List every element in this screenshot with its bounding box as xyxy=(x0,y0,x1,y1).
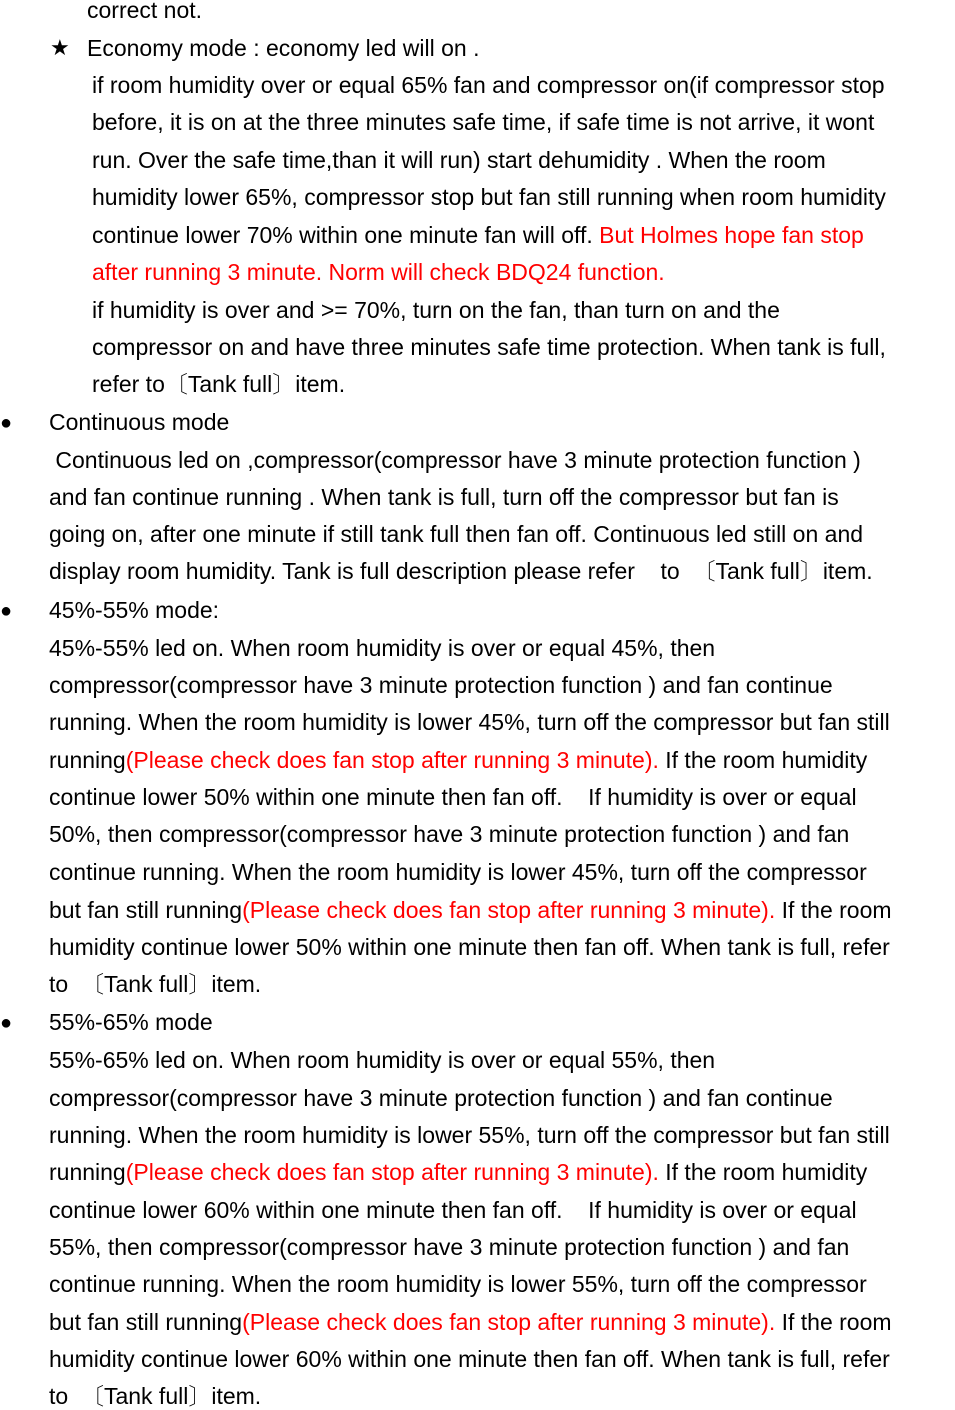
mode55-line: humidity continue lower 60% within one minute then fan off. When tank is full, refer xyxy=(49,1346,890,1372)
highlight-note: (Please check does fan stop after running 3 minute). xyxy=(242,1309,776,1335)
mode45-text: but fan still running xyxy=(49,897,243,923)
mode45-line: 45%-55% led on. When room humidity is over or equal 45%, then xyxy=(49,635,716,661)
mode55-line: 55%, then compressor(compressor have 3 minute protection function ) and fan xyxy=(49,1234,850,1260)
bullet-icon: ● xyxy=(0,1012,13,1034)
continuous-line: and fan continue running . When tank is full, turn off the compressor but fan is xyxy=(49,484,839,510)
mode55-line: 55%-65% led on. When room humidity is over or equal 55%, then xyxy=(49,1047,716,1073)
highlight-note: (Please check does fan stop after running 3 minute). xyxy=(125,1159,659,1185)
mode45-text: If the room xyxy=(775,897,892,923)
mode45-line: 50%, then compressor(compressor have 3 minute protection function ) and fan xyxy=(49,821,850,847)
mode45-line: humidity continue lower 50% within one minute then fan off. When tank is full, refer xyxy=(49,934,890,960)
highlight-note: after running 3 minute. Norm will check BDQ24 function. xyxy=(92,259,665,285)
mode55-heading: 55%-65% mode xyxy=(49,1009,213,1035)
mode45-line xyxy=(49,746,867,774)
mode55-text: If the room humidity xyxy=(658,1159,868,1185)
economy-line: before, it is on at the three minutes safe time, if safe time is not arrive, it wont xyxy=(92,109,875,135)
intro-text: correct not. xyxy=(87,0,203,23)
bullet-icon: ● xyxy=(0,600,13,622)
mode45-text: If the room humidity xyxy=(658,747,868,773)
continuous-heading: Continuous mode xyxy=(49,409,230,435)
mode55-line: to 〔Tank full〕item. xyxy=(49,1383,262,1409)
mode45-line: continue running. When the room humidity is lower 45%, turn off the compressor xyxy=(49,859,867,885)
mode55-line: running. When the room humidity is lower 55%, turn off the compressor but fan still xyxy=(49,1122,890,1148)
continuous-line: Continuous led on ,compressor(compressor have 3 minute protection function ) xyxy=(49,447,861,473)
economy-line: if humidity is over and >= 70%, turn on the fan, than turn on and the xyxy=(92,297,780,323)
economy-line: refer to〔Tank full〕item. xyxy=(92,371,346,397)
mode45-heading: 45%-55% mode: xyxy=(49,597,220,623)
highlight-note: (Please check does fan stop after running 3 minute). xyxy=(125,747,659,773)
star-icon: ★ xyxy=(50,35,70,60)
economy-line: compressor on and have three minutes safe time protection. When tank is full, xyxy=(92,334,886,360)
economy-line: if room humidity over or equal 65% fan and compressor on(if compressor stop xyxy=(92,72,885,98)
mode55-line: continue lower 60% within one minute then fan off. If humidity is over or equal xyxy=(49,1197,857,1223)
highlight-note: (Please check does fan stop after running 3 minute). xyxy=(242,897,776,923)
mode45-line: continue lower 50% within one minute then fan off. If humidity is over or equal xyxy=(49,784,857,810)
mode55-text: but fan still running xyxy=(49,1309,243,1335)
mode55-text: running xyxy=(49,1159,126,1185)
bullet-icon: ● xyxy=(0,412,13,434)
continuous-line: going on, after one minute if still tank full then fan off. Continuous led still on and xyxy=(49,521,864,547)
mode45-line: compressor(compressor have 3 minute protection function ) and fan continue xyxy=(49,672,833,698)
highlight-note: But Holmes hope fan stop xyxy=(599,222,864,248)
economy-line: run. Over the safe time,than it will run) start dehumidity . When the room xyxy=(92,147,826,173)
mode45-text: running xyxy=(49,747,126,773)
mode55-line xyxy=(49,1158,867,1186)
mode45-line: running. When the room humidity is lower 45%, turn off the compressor but fan still xyxy=(49,709,890,735)
continuous-line: display room humidity. Tank is full description please refer to 〔Tank full〕item. xyxy=(49,558,873,584)
mode55-line xyxy=(49,1308,892,1336)
mode45-line: to 〔Tank full〕item. xyxy=(49,971,262,997)
mode55-line: compressor(compressor have 3 minute protection function ) and fan continue xyxy=(49,1085,833,1111)
economy-heading: Economy mode : economy led will on . xyxy=(87,35,480,61)
economy-line: humidity lower 65%, compressor stop but fan still running when room humidity xyxy=(92,184,886,210)
economy-line-text: continue lower 70% within one minute fan will off. xyxy=(92,222,600,248)
mode55-line: continue running. When the room humidity is lower 55%, turn off the compressor xyxy=(49,1271,867,1297)
economy-line xyxy=(92,221,864,249)
mode45-line xyxy=(49,896,892,924)
mode55-text: If the room xyxy=(775,1309,892,1335)
